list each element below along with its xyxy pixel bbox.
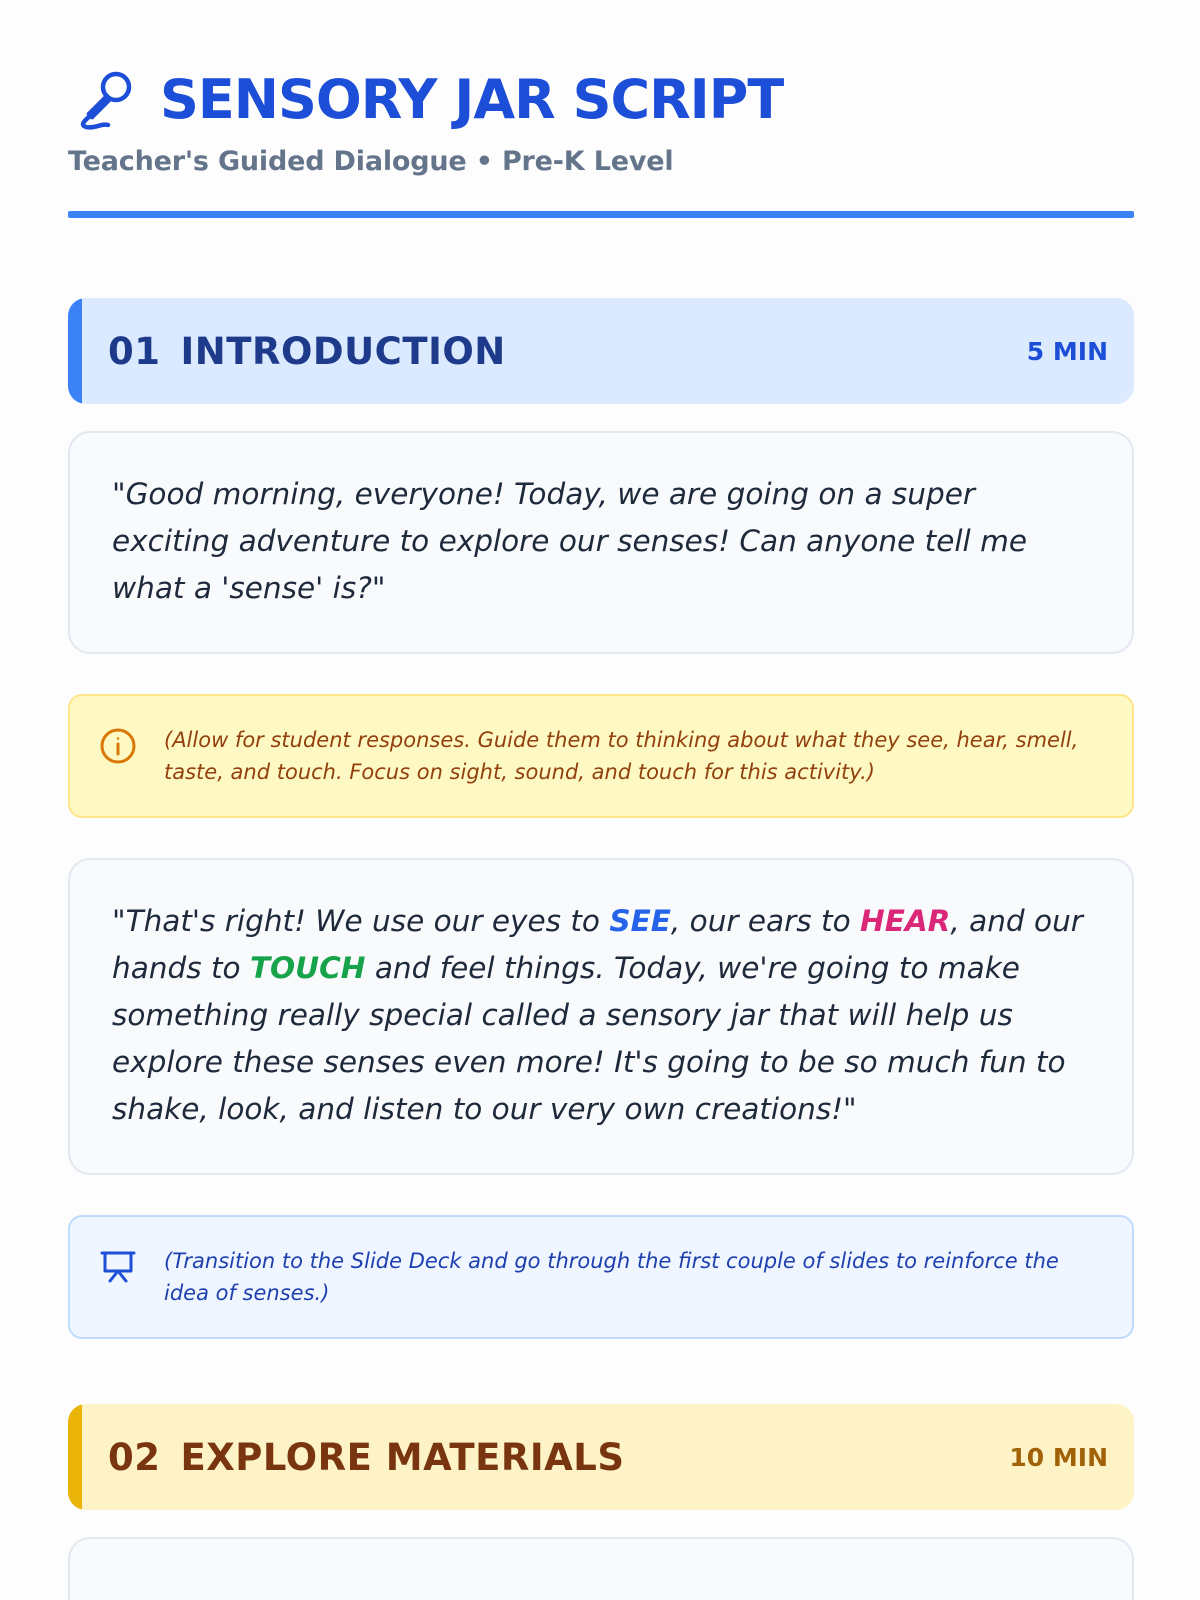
section-number: 02 [108, 1435, 161, 1479]
keyword-hear: HEAR [860, 904, 951, 938]
teacher-note [68, 694, 1134, 818]
dialogue-fragment: , our ears to [670, 904, 861, 938]
section-duration: 10 MIN [1009, 1442, 1108, 1472]
section-duration: 5 MIN [1026, 336, 1108, 366]
page-title: SENSORY JAR SCRIPT [160, 67, 784, 131]
title-row [68, 66, 1132, 132]
dialogue-card [68, 431, 1134, 654]
page-subtitle: Teacher's Guided Dialogue • Pre-K Level [68, 146, 674, 177]
header-divider [68, 211, 1134, 218]
section-heading [108, 330, 506, 373]
section-header-introduction [68, 298, 1134, 404]
section-heading [108, 1436, 625, 1479]
transition-note [68, 1215, 1134, 1339]
dialogue-card [68, 1537, 1134, 1600]
section-number: 01 [108, 329, 161, 373]
keyword-see: SEE [609, 904, 671, 938]
section-title: EXPLORE MATERIALS [180, 1435, 625, 1479]
dialogue-card [68, 858, 1134, 1175]
dialogue-fragment: and feel things. Today, we're going to make something really special called a sensory jar that will help us explore these senses even more! It's going to be so much fun to shake, look, and listen to our very own creations!" [112, 951, 1066, 1126]
dialogue-text: "Good morning, everyone! Today, we are going on a super exciting adventure to explore our senses! Can anyone tell me what a 'sense' is?" [112, 477, 1028, 605]
section-header-explore-materials [68, 1404, 1134, 1510]
teacher-note-text: (Allow for student responses. Guide them to thinking about what they see, hear, smell, taste, and touch. Focus on sight, sound, and touch for this activity.) [164, 728, 1079, 784]
page-header [68, 0, 1132, 218]
dialogue-fragment: , and our hands to [112, 904, 1083, 985]
info-icon [98, 726, 138, 766]
section-title: INTRODUCTION [180, 329, 506, 373]
microphone-icon [74, 67, 138, 131]
dialogue-text [112, 898, 1090, 1133]
presentation-icon [98, 1247, 138, 1287]
dialogue-fragment: "That's right! We use our eyes to [112, 904, 610, 938]
transition-note-text: (Transition to the Slide Deck and go through the first couple of slides to reinforce the idea of senses.) [164, 1249, 1059, 1305]
keyword-touch: TOUCH [249, 951, 366, 985]
